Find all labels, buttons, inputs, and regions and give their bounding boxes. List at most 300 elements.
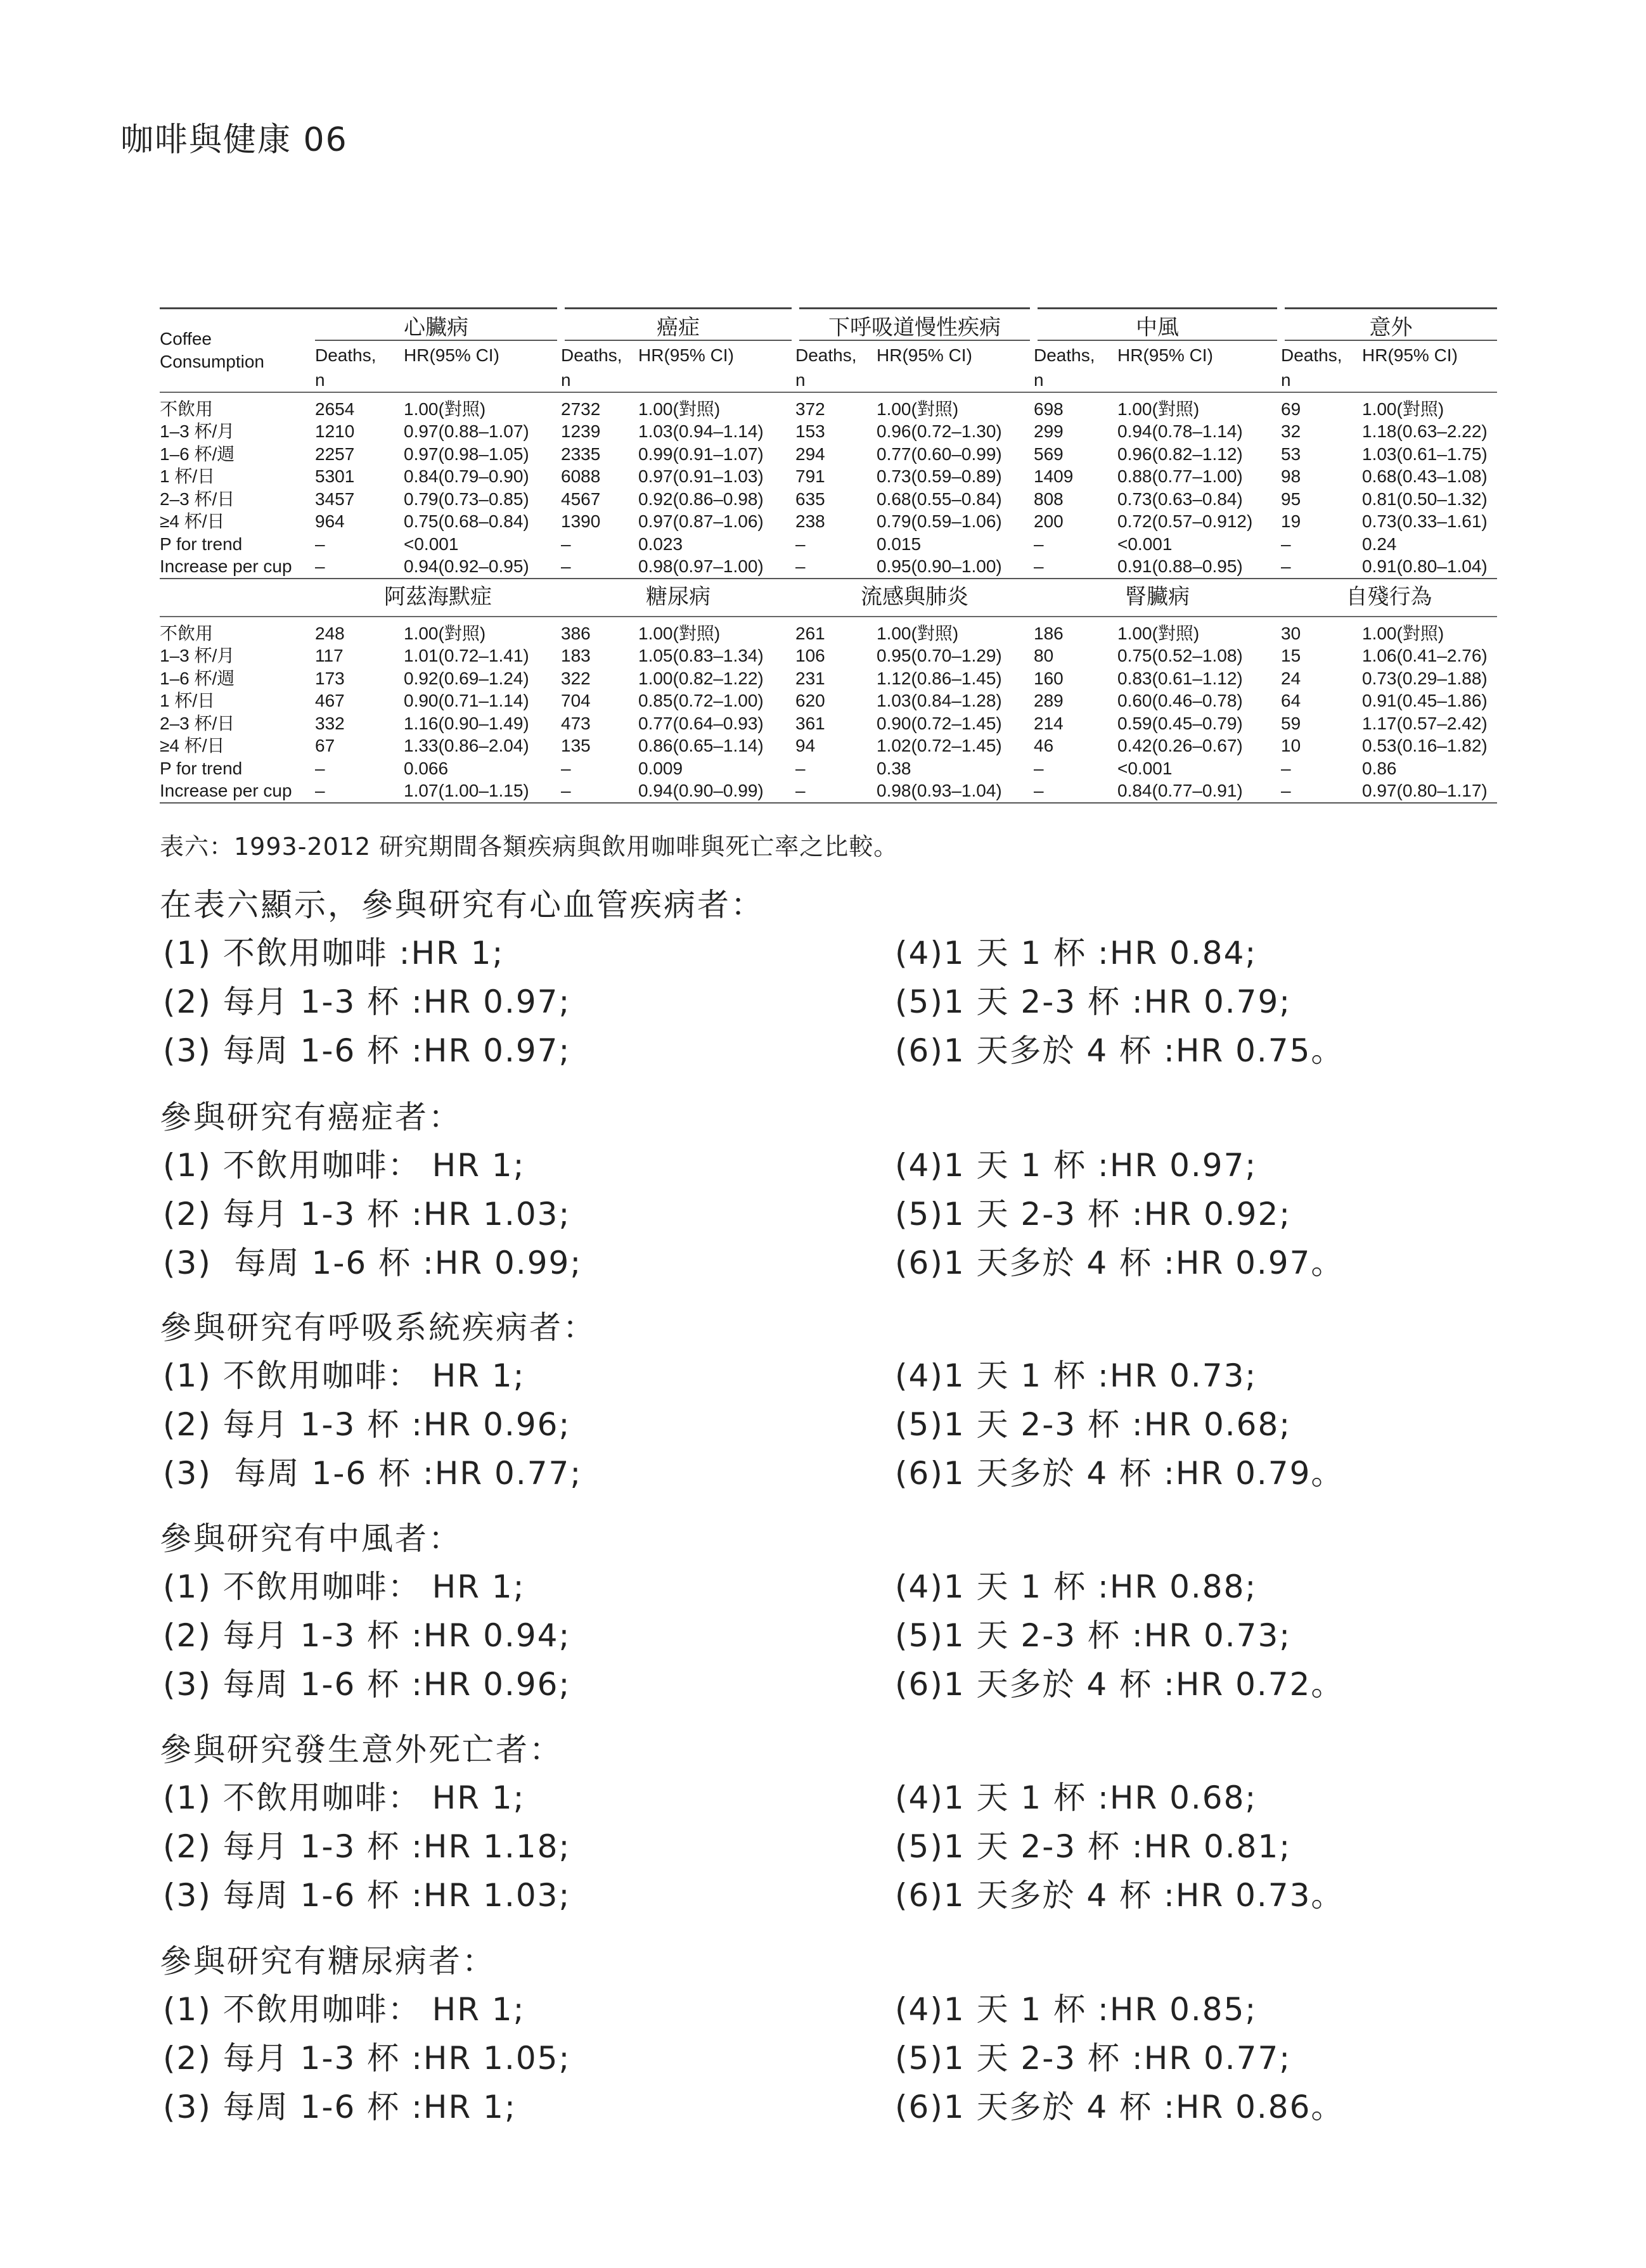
hr-item-right: (6)1 天多於 4 杯 :HR 0.79。: [895, 1455, 1344, 1492]
hr-column-header: HR(95% CI): [1362, 345, 1458, 365]
hr-row: [160, 1660, 1522, 1709]
hr-cell: 1.06(0.41–2.76): [1362, 646, 1488, 665]
hr-cell: 0.066: [404, 758, 449, 778]
hr-cell: 1.03(0.84–1.28): [877, 691, 1002, 710]
result-section: [160, 1304, 1522, 1498]
hr-cell: 0.009: [638, 758, 683, 778]
deaths-cell: 964: [315, 511, 345, 531]
hr-cell: 0.84(0.77–0.91): [1117, 779, 1281, 803]
hr-cell: 0.68(0.43–1.08): [1362, 466, 1488, 486]
hr-cell: 0.023: [638, 534, 683, 554]
hr-item-right: (4)1 天 1 杯 :HR 0.68;: [895, 1779, 1257, 1816]
hr-item-left: (3) 每周 1-6 杯 :HR 0.97;: [163, 1032, 571, 1069]
hr-cell: 0.98(0.93–1.04): [877, 779, 1034, 803]
hr-row: [160, 1611, 1522, 1660]
row-label: 不飲用: [160, 392, 315, 421]
deaths-cell: 69: [1281, 392, 1362, 421]
deaths-cell: 332: [315, 713, 345, 733]
hr-cell: 0.77(0.64–0.93): [638, 713, 764, 733]
deaths-cell: 1210: [315, 421, 355, 441]
deaths-cell: –: [1281, 779, 1362, 803]
hr-item-left: (3) 每周 1-6 杯 :HR 0.77;: [163, 1455, 582, 1492]
section-rows: [160, 1141, 1522, 1288]
hr-cell: 0.60(0.46–0.78): [1117, 691, 1243, 710]
table-row: [160, 420, 1497, 443]
hr-item-right: (4)1 天 1 杯 :HR 0.73;: [895, 1357, 1257, 1394]
hr-row: [160, 929, 1522, 978]
mortality-table: [160, 307, 1497, 804]
hr-cell: 0.92(0.69–1.24): [404, 668, 529, 688]
hr-item-right: (4)1 天 1 杯 :HR 0.88;: [895, 1568, 1257, 1605]
result-section: [160, 1937, 1522, 2132]
hr-cell: 0.38: [877, 758, 911, 778]
hr-row: [160, 978, 1522, 1027]
result-section: [160, 1093, 1522, 1288]
deaths-cell: 386: [561, 617, 638, 645]
hr-cell: 1.00(對照): [404, 617, 561, 645]
hr-cell: 0.73(0.63–0.84): [1117, 489, 1243, 509]
deaths-cell: 80: [1034, 646, 1054, 665]
hr-cell: 0.83(0.61–1.12): [1117, 668, 1243, 688]
hr-cell: <0.001: [1117, 758, 1173, 778]
hr-cell: 1.00(對照): [404, 392, 561, 421]
deaths-cell: 15: [1281, 646, 1301, 665]
deaths-cell: 3457: [315, 489, 355, 509]
hr-item-right: (6)1 天多於 4 杯 :HR 0.86。: [895, 2089, 1344, 2125]
row-label: Increase per cup: [160, 779, 315, 803]
deaths-cell: –: [795, 534, 806, 554]
hr-row: [160, 1239, 1522, 1288]
deaths-cell: –: [1281, 758, 1291, 778]
hr-cell: 0.94(0.92–0.95): [404, 555, 561, 579]
deaths-cell: –: [1034, 534, 1044, 554]
table-row: [160, 392, 1497, 421]
deaths-cell: –: [795, 758, 806, 778]
hr-cell: 0.97(0.91–1.03): [638, 466, 764, 486]
deaths-cell: 46: [1034, 736, 1054, 755]
hr-row: [160, 2034, 1522, 2083]
hr-column-header: HR(95% CI): [638, 345, 734, 365]
row-label: 1–6 杯/週: [160, 668, 235, 688]
deaths-cell: –: [1034, 779, 1117, 803]
hr-cell: 0.97(0.87–1.06): [638, 511, 764, 531]
hr-item-left: (2) 每月 1-3 杯 :HR 0.96;: [163, 1406, 571, 1443]
hr-item-left: (1) 不飲用咖啡： HR 1;: [163, 1991, 525, 2028]
hr-item-left: (1) 不飲用咖啡： HR 1;: [163, 1357, 525, 1394]
hr-cell: 0.68(0.55–0.84): [877, 489, 1002, 509]
table-row: [160, 757, 1497, 780]
empty-header-cell: [1362, 367, 1497, 392]
deaths-cell: 2335: [561, 444, 601, 464]
row-label: ≥4 杯/日: [160, 736, 225, 755]
hr-cell: 0.94(0.90–0.99): [638, 779, 795, 803]
table-group-header-row-2: [160, 579, 1497, 617]
hr-cell: 0.79(0.59–1.06): [877, 511, 1002, 531]
deaths-cell: 200: [1034, 511, 1064, 531]
deaths-cell: 2732: [561, 392, 638, 421]
hr-row: [160, 1985, 1522, 2034]
section-title: 參與研究有中風者：: [160, 1520, 462, 1557]
hr-item-right: (5)1 天 2-3 杯 :HR 0.73;: [895, 1617, 1292, 1654]
hr-item-right: (5)1 天 2-3 杯 :HR 0.81;: [895, 1828, 1292, 1865]
deaths-cell: 10: [1281, 736, 1301, 755]
hr-cell: 0.97(0.88–1.07): [404, 421, 529, 441]
hr-cell: 0.015: [877, 534, 922, 554]
hr-cell: 1.02(0.72–1.45): [877, 736, 1002, 755]
hr-cell: 1.00(對照): [1362, 617, 1497, 645]
row-label: 2–3 杯/日: [160, 713, 235, 733]
deaths-cell: 791: [795, 466, 825, 486]
hr-cell: 0.53(0.16–1.82): [1362, 736, 1488, 755]
disease-group-header: 癌症: [561, 309, 795, 340]
deaths-cell: –: [561, 758, 571, 778]
table-row: [160, 617, 1497, 645]
deaths-cell: 30: [1281, 617, 1362, 645]
hr-item-left: (1) 不飲用咖啡： HR 1;: [163, 1568, 525, 1605]
hr-row: [160, 2083, 1522, 2132]
table-row: [160, 644, 1497, 667]
hr-cell: 1.00(對照): [877, 617, 1034, 645]
disease-group-header: 阿茲海默症: [384, 584, 492, 609]
deaths-cell: 67: [315, 736, 335, 755]
deaths-cell: 569: [1034, 444, 1064, 464]
hr-item-right: (4)1 天 1 杯 :HR 0.85;: [895, 1991, 1257, 2028]
page-header-title: 咖啡與健康 06: [120, 121, 348, 159]
mortality-table-container: [160, 307, 1497, 804]
section-rows: [160, 929, 1522, 1075]
hr-item-left: (1) 不飲用咖啡 :HR 1;: [163, 935, 505, 971]
hr-item-left: (1) 不飲用咖啡： HR 1;: [163, 1779, 525, 1816]
hr-cell: 0.91(0.88–0.95): [1117, 555, 1281, 579]
hr-cell: 1.03(0.94–1.14): [638, 421, 764, 441]
hr-cell: 0.84(0.79–0.90): [404, 466, 529, 486]
hr-cell: 1.00(對照): [1117, 617, 1281, 645]
section-title: 參與研究有糖尿病者：: [160, 1943, 496, 1980]
deaths-cell: –: [1281, 534, 1291, 554]
hr-cell: 0.91(0.80–1.04): [1362, 555, 1497, 579]
hr-row: [160, 1823, 1522, 1871]
deaths-cell: 19: [1281, 511, 1301, 531]
empty-header-cell: [404, 367, 561, 392]
row-label: P for trend: [160, 758, 243, 778]
table-row: [160, 734, 1497, 757]
row-label: ≥4 杯/日: [160, 511, 225, 531]
hr-row: [160, 1449, 1522, 1498]
hr-cell: 1.03(0.61–1.75): [1362, 444, 1488, 464]
disease-group-header: 意外: [1281, 309, 1497, 340]
deaths-cell: 59: [1281, 713, 1301, 733]
hr-cell: 0.88(0.77–1.00): [1117, 466, 1243, 486]
deaths-cell: –: [315, 555, 404, 579]
deaths-column-header-n: n: [1034, 370, 1044, 390]
deaths-cell: –: [561, 779, 638, 803]
coffee-header-line2: Consumption: [160, 351, 264, 371]
deaths-cell: –: [315, 758, 325, 778]
disease-group-header: 糖尿病: [646, 584, 710, 609]
deaths-cell: 183: [561, 646, 591, 665]
hr-cell: 0.24: [1362, 534, 1397, 554]
deaths-cell: –: [795, 555, 877, 579]
hr-cell: 0.77(0.60–0.99): [877, 444, 1002, 464]
hr-cell: 0.92(0.86–0.98): [638, 489, 764, 509]
hr-row: [160, 1774, 1522, 1823]
row-label: 1–6 杯/週: [160, 444, 235, 464]
deaths-cell: 473: [561, 713, 591, 733]
deaths-cell: 95: [1281, 489, 1301, 509]
hr-item-right: (6)1 天多於 4 杯 :HR 0.97。: [895, 1245, 1344, 1281]
hr-cell: 1.18(0.63–2.22): [1362, 421, 1488, 441]
deaths-cell: 1390: [561, 511, 601, 531]
hr-cell: 0.90(0.72–1.45): [877, 713, 1002, 733]
hr-column-header: HR(95% CI): [1117, 345, 1213, 365]
hr-cell: 1.12(0.86–1.45): [877, 668, 1002, 688]
hr-cell: 0.85(0.72–1.00): [638, 691, 764, 710]
deaths-cell: 372: [795, 392, 877, 421]
result-section: [160, 881, 1522, 1075]
empty-header-cell: [877, 367, 1034, 392]
disease-group-header: 流感與肺炎: [861, 584, 968, 609]
hr-cell: 0.96(0.72–1.30): [877, 421, 1002, 441]
deaths-column-header-n: n: [315, 370, 325, 390]
section-rows: [160, 1352, 1522, 1498]
hr-cell: 0.90(0.71–1.14): [404, 691, 529, 710]
hr-column-header: HR(95% CI): [404, 345, 499, 365]
hr-item-left: (3) 每周 1-6 杯 :HR 0.96;: [163, 1666, 571, 1703]
mortality-table-body: [160, 309, 1497, 803]
result-section: [160, 1726, 1522, 1920]
hr-item-left: (2) 每月 1-3 杯 :HR 1.03;: [163, 1196, 571, 1233]
deaths-cell: 32: [1281, 421, 1301, 441]
hr-cell: 0.75(0.52–1.08): [1117, 646, 1243, 665]
hr-cell: 1.17(0.57–2.42): [1362, 713, 1488, 733]
hr-cell: 0.73(0.59–0.89): [877, 466, 1002, 486]
hr-item-left: (2) 每月 1-3 杯 :HR 0.94;: [163, 1617, 571, 1654]
section-title: 在表六顯示，參與研究有心血管疾病者：: [160, 887, 764, 923]
deaths-cell: 261: [795, 617, 877, 645]
hr-item-left: (3) 每周 1-6 杯 :HR 0.99;: [163, 1245, 582, 1281]
row-label: 2–3 杯/日: [160, 489, 235, 509]
deaths-cell: 64: [1281, 691, 1301, 710]
hr-cell: <0.001: [404, 534, 459, 554]
row-label: 1 杯/日: [160, 466, 215, 486]
hr-cell: 1.00(對照): [1117, 392, 1281, 421]
deaths-cell: 294: [795, 444, 825, 464]
table-row: [160, 712, 1497, 735]
hr-item-left: (3) 每周 1-6 杯 :HR 1;: [163, 2089, 517, 2125]
deaths-cell: 1239: [561, 421, 601, 441]
deaths-cell: 173: [315, 668, 345, 688]
hr-cell: 1.00(對照): [638, 617, 795, 645]
deaths-cell: 2654: [315, 392, 404, 421]
hr-cell: 1.33(0.86–2.04): [404, 736, 529, 755]
hr-cell: 1.01(0.72–1.41): [404, 646, 529, 665]
hr-item-left: (2) 每月 1-3 杯 :HR 1.18;: [163, 1828, 571, 1865]
hr-cell: 1.00(0.82–1.22): [638, 668, 764, 688]
hr-item-right: (6)1 天多於 4 杯 :HR 0.75。: [895, 1032, 1344, 1069]
deaths-column-header: Deaths,: [1281, 345, 1342, 365]
deaths-column-header: Deaths,: [795, 345, 857, 365]
deaths-cell: 808: [1034, 489, 1064, 509]
row-label: 1 杯/日: [160, 691, 215, 710]
coffee-header-line1: Coffee: [160, 328, 212, 349]
hr-item-right: (5)1 天 2-3 杯 :HR 0.79;: [895, 983, 1292, 1020]
deaths-cell: 186: [1034, 617, 1117, 645]
hr-item-left: (3) 每周 1-6 杯 :HR 1.03;: [163, 1877, 571, 1914]
hr-item-right: (4)1 天 1 杯 :HR 0.84;: [895, 935, 1257, 971]
deaths-cell: 248: [315, 617, 404, 645]
hr-row: [160, 1563, 1522, 1611]
deaths-cell: –: [315, 534, 325, 554]
deaths-cell: –: [1034, 758, 1044, 778]
table-row: [160, 465, 1497, 488]
hr-row: [160, 1871, 1522, 1920]
deaths-cell: –: [1281, 555, 1362, 579]
deaths-cell: –: [795, 779, 877, 803]
section-rows: [160, 1985, 1522, 2132]
hr-cell: 1.00(對照): [638, 392, 795, 421]
deaths-cell: –: [315, 779, 404, 803]
table-group-header-row: [160, 309, 1497, 340]
hr-cell: 1.00(對照): [1362, 392, 1497, 421]
deaths-cell: 635: [795, 489, 825, 509]
hr-cell: 0.99(0.91–1.07): [638, 444, 764, 464]
hr-cell: 0.73(0.33–1.61): [1362, 511, 1488, 531]
hr-cell: 0.91(0.45–1.86): [1362, 691, 1488, 710]
table-row: [160, 667, 1497, 690]
table-row: [160, 510, 1497, 533]
hr-item-right: (5)1 天 2-3 杯 :HR 0.77;: [895, 2040, 1292, 2077]
disease-group-header: 中風: [1034, 309, 1281, 340]
hr-column-header: HR(95% CI): [877, 345, 972, 365]
deaths-cell: 2257: [315, 444, 355, 464]
hr-cell: 0.73(0.29–1.88): [1362, 668, 1488, 688]
deaths-cell: 620: [795, 691, 825, 710]
table-caption: 表六：1993-2012 研究期間各類疾病與飲用咖啡與死亡率之比較。: [160, 833, 899, 861]
deaths-cell: –: [1034, 555, 1117, 579]
deaths-cell: 98: [1281, 466, 1301, 486]
hr-item-right: (6)1 天多於 4 杯 :HR 0.73。: [895, 1877, 1344, 1914]
deaths-cell: 467: [315, 691, 345, 710]
deaths-cell: 361: [795, 713, 825, 733]
disease-group-header: 下呼吸道慢性疾病: [795, 309, 1034, 340]
hr-row: [160, 1141, 1522, 1190]
hr-cell: 0.81(0.50–1.32): [1362, 489, 1488, 509]
deaths-cell: –: [561, 534, 571, 554]
deaths-cell: 231: [795, 668, 825, 688]
row-label: Increase per cup: [160, 555, 315, 579]
deaths-cell: 135: [561, 736, 591, 755]
disease-group-header: 腎臟病: [1125, 584, 1190, 609]
hr-cell: 0.94(0.78–1.14): [1117, 421, 1243, 441]
deaths-column-header-n: n: [795, 370, 806, 390]
deaths-column-header: Deaths,: [1034, 345, 1095, 365]
hr-cell: <0.001: [1117, 534, 1173, 554]
section-rows: [160, 1563, 1522, 1709]
deaths-cell: 322: [561, 668, 591, 688]
hr-row: [160, 1027, 1522, 1075]
table-row: [160, 443, 1497, 466]
hr-item-right: (5)1 天 2-3 杯 :HR 0.92;: [895, 1196, 1292, 1233]
hr-cell: 0.97(0.98–1.05): [404, 444, 529, 464]
deaths-cell: 1409: [1034, 466, 1074, 486]
table-row: [160, 488, 1497, 511]
table-row: [160, 779, 1497, 803]
coffee-consumption-header: [160, 309, 315, 392]
empty-header-cell: [160, 579, 315, 617]
section-title: 參與研究有癌症者：: [160, 1099, 462, 1136]
hr-cell: 0.98(0.97–1.00): [638, 555, 795, 579]
hr-item-right: (5)1 天 2-3 杯 :HR 0.68;: [895, 1406, 1292, 1443]
hr-item-right: (6)1 天多於 4 杯 :HR 0.72。: [895, 1666, 1344, 1703]
empty-header-cell: [1117, 367, 1281, 392]
deaths-column-header-n: n: [1281, 370, 1291, 390]
result-section: [160, 1515, 1522, 1709]
deaths-cell: 117: [315, 646, 344, 665]
deaths-cell: –: [561, 555, 638, 579]
section-rows: [160, 1774, 1522, 1920]
deaths-cell: 698: [1034, 392, 1117, 421]
hr-cell: 0.86: [1362, 758, 1397, 778]
table-row: [160, 689, 1497, 712]
deaths-cell: 6088: [561, 466, 601, 486]
hr-cell: 0.42(0.26–0.67): [1117, 736, 1243, 755]
deaths-cell: 214: [1034, 713, 1064, 733]
deaths-column-header: Deaths,: [561, 345, 622, 365]
deaths-cell: 24: [1281, 668, 1301, 688]
deaths-cell: 704: [561, 691, 591, 710]
hr-cell: 1.05(0.83–1.34): [638, 646, 764, 665]
deaths-column-header-n: n: [561, 370, 571, 390]
deaths-cell: 160: [1034, 668, 1064, 688]
hr-cell: 1.16(0.90–1.49): [404, 713, 529, 733]
hr-cell: 0.86(0.65–1.14): [638, 736, 764, 755]
hr-cell: 0.95(0.90–1.00): [877, 555, 1034, 579]
hr-cell: 1.00(對照): [877, 392, 1034, 421]
deaths-cell: 299: [1034, 421, 1064, 441]
section-title: 參與研究發生意外死亡者：: [160, 1731, 563, 1768]
hr-row: [160, 1352, 1522, 1400]
hr-item-left: (1) 不飲用咖啡： HR 1;: [163, 1147, 525, 1184]
deaths-cell: 106: [795, 646, 825, 665]
deaths-cell: 94: [795, 736, 816, 755]
deaths-cell: 53: [1281, 444, 1301, 464]
hr-row: [160, 1400, 1522, 1449]
table-subheader-row: [160, 340, 1497, 367]
row-label: 1–3 杯/月: [160, 421, 235, 441]
disease-group-header: 心臟病: [315, 309, 561, 340]
deaths-cell: 5301: [315, 466, 355, 486]
table-subheader-row-2: [160, 367, 1497, 392]
hr-item-left: (2) 每月 1-3 杯 :HR 1.05;: [163, 2040, 571, 2077]
deaths-cell: 153: [795, 421, 825, 441]
hr-item-left: (2) 每月 1-3 杯 :HR 0.97;: [163, 983, 571, 1020]
row-label: P for trend: [160, 534, 243, 554]
empty-header-cell: [638, 367, 795, 392]
deaths-cell: 289: [1034, 691, 1064, 710]
disease-group-header: 自殘行為: [1346, 584, 1432, 609]
hr-cell: 1.07(1.00–1.15): [404, 779, 561, 803]
hr-cell: 0.79(0.73–0.85): [404, 489, 529, 509]
hr-cell: 0.75(0.68–0.84): [404, 511, 529, 531]
table-row: [160, 533, 1497, 556]
hr-cell: 0.96(0.82–1.12): [1117, 444, 1243, 464]
hr-cell: 0.72(0.57–0.912): [1117, 511, 1253, 531]
deaths-cell: 238: [795, 511, 825, 531]
hr-row: [160, 1190, 1522, 1239]
hr-cell: 0.97(0.80–1.17): [1362, 779, 1497, 803]
deaths-column-header: Deaths,: [315, 345, 376, 365]
table-row: [160, 555, 1497, 579]
